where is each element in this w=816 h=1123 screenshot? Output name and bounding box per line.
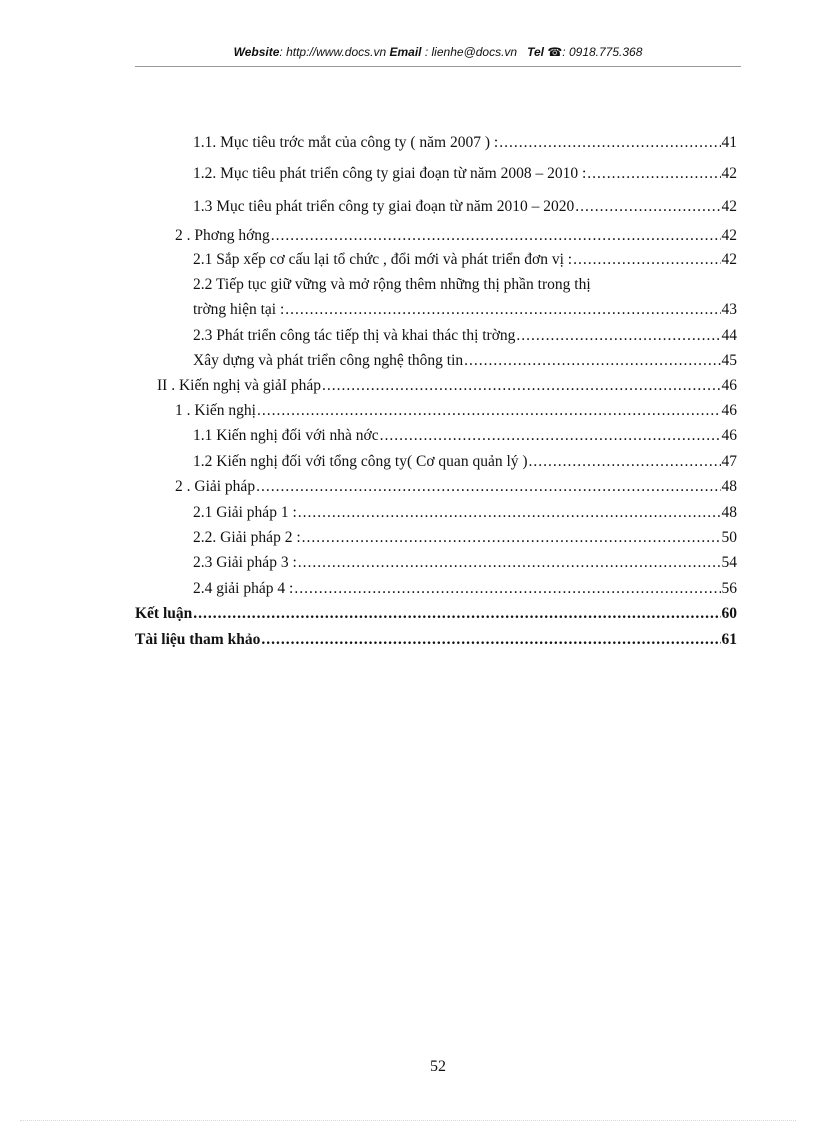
toc-entry-label: 1.3 Mục tiêu phát triển công ty giai đoạn từ năm 2010 – 2020 — [193, 198, 575, 215]
toc-entry-label: Xây dựng và phát triển công nghệ thông tin — [193, 352, 464, 369]
toc-entry-page: 46 — [721, 377, 737, 394]
toc-entry-page: 44 — [721, 327, 737, 344]
toc-entry-page: 42 — [721, 165, 737, 182]
toc-entry-page: 48 — [721, 504, 737, 521]
toc-entry-page: 56 — [721, 580, 737, 597]
toc-entry-label: Tài liệu tham khảo — [135, 631, 261, 648]
toc-entry — [193, 275, 737, 295]
toc-entry-page: 42 — [721, 198, 737, 215]
toc-entry — [175, 401, 737, 421]
toc-entry-label: 1.2. Mục tiêu phát triển công ty giai đoạn từ năm 2008 – 2010 : — [193, 165, 587, 182]
toc-leader — [575, 197, 720, 217]
toc-entry — [175, 477, 737, 497]
footer-divider — [20, 1120, 796, 1121]
website-value: : http://www.docs.vn — [279, 45, 387, 59]
toc-leader — [499, 133, 720, 153]
toc-entry-page: 45 — [721, 352, 737, 369]
toc-entry-page: 54 — [721, 554, 737, 571]
toc-entry-page: 46 — [721, 427, 737, 444]
toc-entry — [193, 503, 737, 523]
tel-value: : 0918.775.368 — [562, 45, 643, 59]
toc-entry-page: 50 — [721, 529, 737, 546]
email-label: Email — [389, 45, 422, 59]
toc-entry-page: 60 — [721, 605, 737, 622]
toc-leader — [380, 426, 721, 446]
toc-leader — [516, 326, 720, 346]
email-value: : lienhe@docs.vn — [424, 45, 518, 59]
toc-entry-label: 2.2. Giải pháp 2 : — [193, 529, 301, 546]
toc-leader — [464, 351, 720, 371]
toc-entry — [135, 630, 737, 650]
toc-entry — [175, 226, 737, 246]
toc-entry — [157, 376, 737, 396]
phone-icon: ☎ — [547, 45, 563, 59]
toc-leader — [294, 579, 720, 599]
toc-entry — [193, 250, 737, 270]
page-header — [135, 45, 741, 59]
toc-leader — [257, 401, 721, 421]
toc-entry-label: 1.1 Kiến nghị đối với nhà nớc — [193, 427, 379, 444]
header-divider — [135, 66, 741, 67]
toc-entry — [193, 426, 737, 446]
toc-entry-label: II . Kiến nghị và giảI pháp — [157, 377, 321, 394]
toc-entry-page: 41 — [721, 134, 737, 151]
toc-entry — [193, 300, 737, 320]
toc-leader — [573, 250, 720, 270]
toc-entry-label: trờng hiện tại : — [193, 301, 285, 318]
toc-entry-label: 1.1. Mục tiêu trớc mắt của công ty ( năm 2007 ) : — [193, 134, 499, 151]
page-number: 52 — [430, 1058, 446, 1075]
toc-leader — [261, 630, 720, 650]
toc-entry-label: 1 . Kiến nghị — [175, 402, 256, 419]
website-label: Website — [233, 45, 280, 59]
toc-entry-page: 42 — [721, 251, 737, 268]
toc-entry-label: 1.2 Kiến nghị đối với tổng công ty( Cơ quan quản lý ) — [193, 453, 528, 470]
toc-entry — [193, 326, 737, 346]
toc-entry-page: 61 — [721, 631, 737, 648]
toc-leader — [529, 452, 721, 472]
toc-entry-page: 43 — [721, 301, 737, 318]
toc-entry — [193, 452, 737, 472]
toc-entry — [193, 133, 737, 153]
toc-entry-label: 2.3 Phát triển công tác tiếp thị và khai thác thị trờng — [193, 327, 516, 344]
toc-leader — [587, 164, 720, 184]
toc-leader — [302, 528, 721, 548]
toc-entry — [193, 197, 737, 217]
toc-entry — [193, 579, 737, 599]
toc-entry — [193, 553, 737, 573]
toc-leader — [298, 553, 721, 573]
toc-entry-label: 2 . Phơng hớng — [175, 227, 270, 244]
toc-leader — [322, 376, 721, 396]
toc-leader — [285, 300, 720, 320]
toc-entry-page: 42 — [721, 227, 737, 244]
toc-leader — [271, 226, 721, 246]
tel-label: Tel — [527, 45, 544, 59]
toc-entry-page: 46 — [721, 402, 737, 419]
toc-leader — [193, 604, 720, 624]
toc-entry — [193, 164, 737, 184]
toc-entry-label: 2.3 Giải pháp 3 : — [193, 554, 297, 571]
toc-entry-label: 2 . Giải pháp — [175, 478, 256, 495]
toc-entry-label: 2.2 Tiếp tục giữ vững và mở rộng thêm những thị phần trong thị — [193, 276, 591, 293]
toc-leader — [256, 477, 720, 497]
toc-entry-label: 2.1 Giải pháp 1 : — [193, 504, 297, 521]
toc-entry-label: 2.1 Sắp xếp cơ cấu lại tổ chức , đổi mới và phát triển đơn vị : — [193, 251, 573, 268]
toc-entry — [193, 351, 737, 371]
toc-entry-label: Kết luận — [135, 605, 193, 622]
toc-entry-page: 48 — [721, 478, 737, 495]
toc-entry-label: 2.4 giải pháp 4 : — [193, 580, 294, 597]
toc-entry — [193, 528, 737, 548]
toc-entry — [135, 604, 737, 624]
toc-leader — [298, 503, 721, 523]
toc-entry-page: 47 — [721, 453, 737, 470]
